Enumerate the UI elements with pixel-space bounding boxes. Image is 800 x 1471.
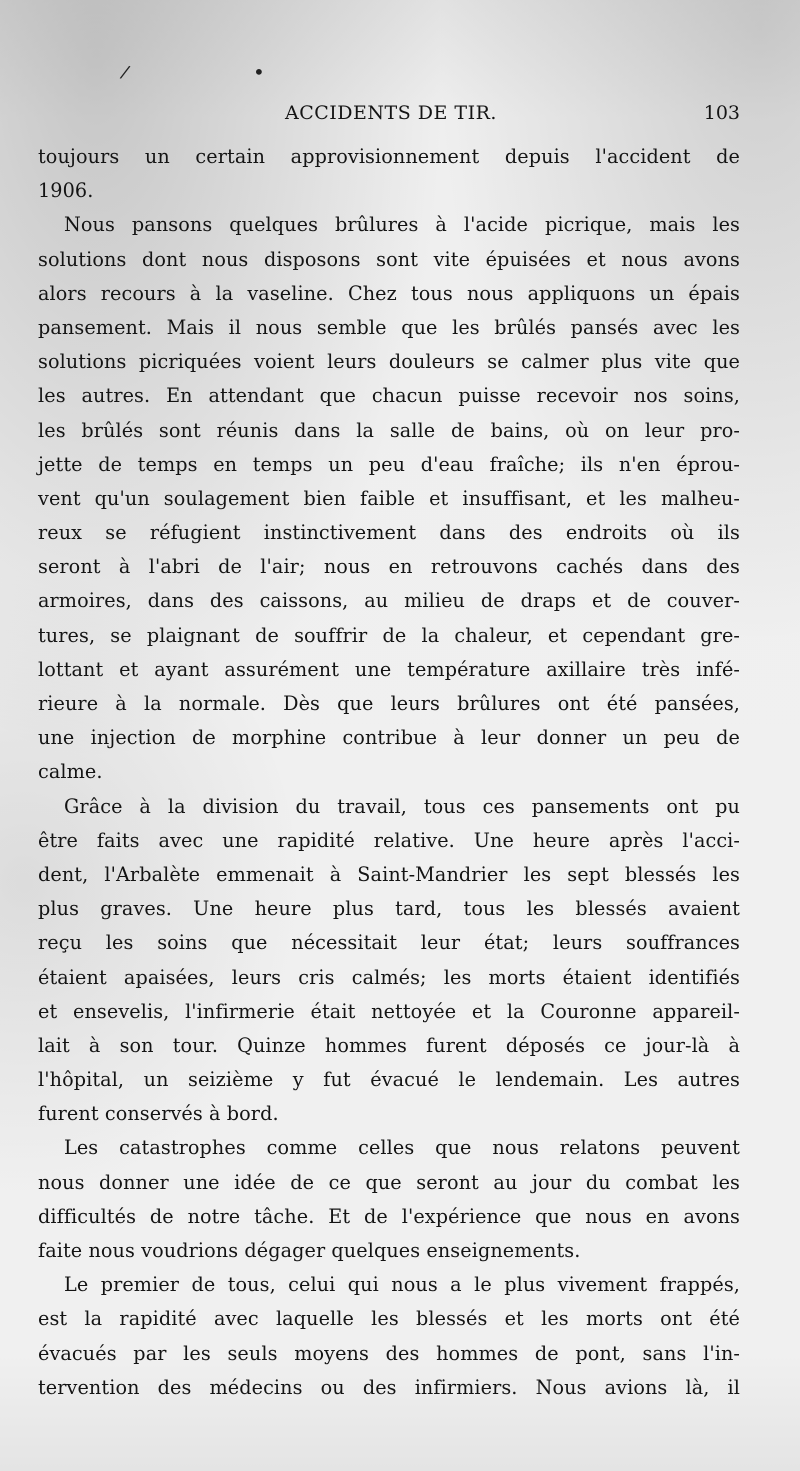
- text-line: armoires, dans des caissons, au milieu de draps et de couver-: [38, 589, 740, 613]
- running-header: [42, 102, 750, 132]
- text-line: solutions dont nous disposons sont vite épuisées et nous avons: [38, 247, 740, 271]
- text-line: l'hôpital, un seizième y fut évacué le lendemain. Les autres: [38, 1068, 740, 1092]
- text-line: jette de temps en temps un peu d'eau fraîche; ils n'en éprou-: [38, 452, 740, 476]
- text-line: dent, l'Arbalète emmenait à Saint-Mandrier les sept blessés les: [38, 862, 740, 886]
- text-line: rieure à la normale. Dès que leurs brûlures ont été pansées,: [38, 692, 740, 715]
- text-line: évacués par les seuls moyens des hommes de pont, sans l'in-: [38, 1341, 740, 1365]
- text-line: 1906.: [38, 179, 94, 203]
- text-line: une injection de morphine contribue à leur donner un peu de: [38, 726, 740, 750]
- text-line: furent conservés à bord.: [38, 1102, 279, 1126]
- text-line: reux se réfugient instinctivement dans des endroits où ils: [38, 521, 740, 545]
- text-line: Les catastrophes comme celles que nous relatons peuvent: [64, 1136, 740, 1160]
- pen-mark: /: [118, 61, 132, 84]
- text-line: plus graves. Une heure plus tard, tous les blessés avaient: [38, 897, 740, 921]
- text-line: reçu les soins que nécessitait leur état; leurs souffrances: [38, 931, 740, 955]
- text-line: étaient apaisées, leurs cris calmés; les morts étaient identifiés: [38, 965, 740, 989]
- text-line: Nous pansons quelques brûlures à l'acide picrique, mais les: [64, 213, 740, 237]
- running-title: ACCIDENTS DE TIR.: [285, 102, 497, 124]
- text-line: pansement. Mais il nous semble que les brûlés pansés avec les: [38, 315, 740, 339]
- text-line: Le premier de tous, celui qui nous a le plus vivement frappés,: [64, 1273, 740, 1297]
- text-line: solutions picriquées voient leurs douleurs se calmer plus vite que: [38, 350, 740, 374]
- text-line: lait à son tour. Quinze hommes furent déposés ce jour-là à: [38, 1033, 740, 1057]
- text-line: toujours un certain approvisionnement depuis l'accident de: [38, 145, 740, 168]
- text-line: tures, se plaignant de souffrir de la chaleur, et cependant gre-: [38, 623, 740, 647]
- text-line: tervention des médecins ou des infirmiers. Nous avions là, il: [38, 1375, 740, 1399]
- text-line: et ensevelis, l'infirmerie était nettoyée et la Couronne appareil-: [38, 999, 740, 1023]
- ink-dot: •: [253, 60, 265, 84]
- text-line: être faits avec une rapidité relative. Une heure après l'acci-: [38, 828, 740, 852]
- text-line: faite nous voudrions dégager quelques enseignements.: [38, 1239, 581, 1262]
- page-number: 103: [703, 102, 740, 124]
- text-line: difficultés de notre tâche. Et de l'expérience que nous en avons: [38, 1204, 740, 1228]
- text-line: vent qu'un soulagement bien faible et insuffisant, et les malheu-: [38, 486, 740, 510]
- text-line: alors recours à la vaseline. Chez tous nous appliquons un épais: [38, 281, 740, 305]
- text-line: les autres. En attendant que chacun puisse recevoir nos soins,: [38, 384, 740, 408]
- text-line: seront à l'abri de l'air; nous en retrouvons cachés dans des: [38, 555, 740, 579]
- text-line: lottant et ayant assurément une température axillaire très infé-: [38, 657, 740, 681]
- text-line: est la rapidité avec laquelle les blessés et les morts ont été: [38, 1307, 740, 1331]
- text-line: les brûlés sont réunis dans la salle de bains, où on leur pro-: [38, 418, 740, 442]
- text-line: nous donner une idée de ce que seront au jour du combat les: [38, 1170, 740, 1194]
- text-line: calme.: [38, 760, 103, 784]
- body-text: [38, 140, 740, 1405]
- text-line: Grâce à la division du travail, tous ces pansements ont pu: [64, 794, 740, 818]
